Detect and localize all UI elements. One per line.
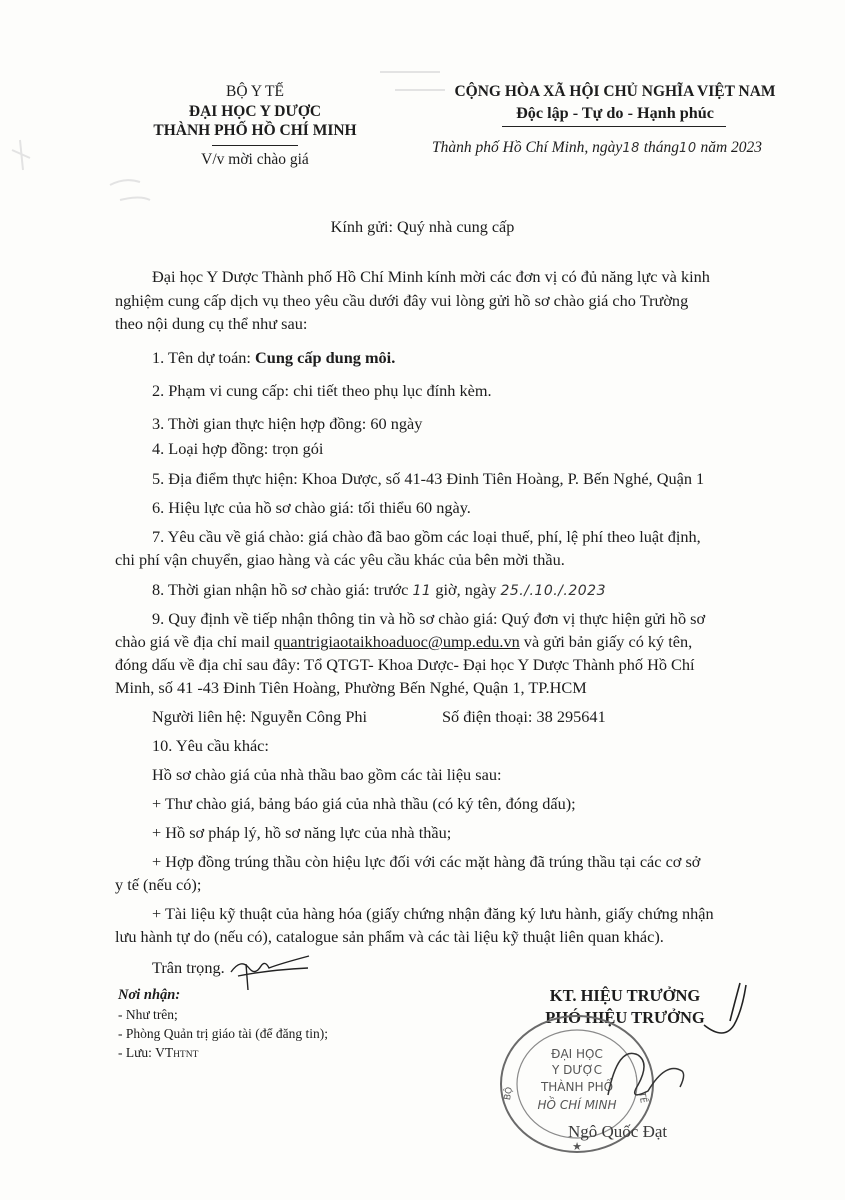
signature-scribble bbox=[600, 975, 760, 1105]
item-1-value: Cung cấp dung môi. bbox=[255, 348, 396, 367]
closing: Trân trọng. bbox=[152, 958, 225, 977]
contact-phone: Số điện thoại: 38 295641 bbox=[442, 707, 606, 726]
left-header-rule bbox=[212, 145, 298, 146]
requirement-4-line-2: lưu hành tự do (nếu có), catalogue sản phẩm và các tài liệu kỹ thuật liên quan khác). bbox=[115, 927, 664, 946]
national-motto: Độc lập - Tự do - Hạnh phúc bbox=[516, 104, 714, 122]
salutation: Kính gửi: Quý nhà cung cấp bbox=[330, 218, 515, 236]
intro-line-2: nghiệm cung cấp dịch vụ theo yêu cầu dưới đây vui lòng gửi hồ sơ chào giá cho Trường bbox=[115, 291, 689, 310]
item-8-prefix: 8. Thời gian nhận hồ sơ chào giá: trước bbox=[152, 580, 413, 599]
item-9-line-4: Minh, số 41 -43 Đinh Tiên Hoàng, Phường Bến Nghé, Quận 1, TP.HCM bbox=[115, 678, 587, 697]
date-month-label: tháng bbox=[643, 139, 680, 156]
university-name-line1: ĐẠI HỌC Y DƯỢC bbox=[188, 103, 322, 120]
recipient-3-sub: HTNT bbox=[173, 1050, 199, 1060]
country-name: CỘNG HÒA XÃ HỘI CHỦ NGHĨA VIỆT NAM bbox=[454, 83, 776, 100]
recipient-2: - Phòng Quản trị giáo tài (để đăng tin); bbox=[118, 1026, 328, 1041]
recipients-title: Nơi nhận: bbox=[118, 987, 181, 1003]
date-day: 18 bbox=[622, 141, 640, 156]
item-9-line-2-suffix: và gửi bản giấy có ký tên, bbox=[519, 632, 693, 651]
seal-line-1: ĐẠI HỌC bbox=[551, 1047, 603, 1061]
signatory-name: Ngô Quốc Đạt bbox=[568, 1122, 668, 1141]
item-1-label: 1. Tên dự toán: bbox=[152, 348, 256, 367]
item-5: 5. Địa điểm thực hiện: Khoa Dược, số 41-43 Đinh Tiên Hoàng, P. Bến Nghé, Quận 1 bbox=[152, 469, 705, 488]
item-9-line-1: 9. Quy định về tiếp nhận thông tin và hồ sơ chào giá: Quý đơn vị thực hiện gửi hồ sơ bbox=[152, 609, 706, 628]
item-1 bbox=[152, 347, 835, 369]
ministry-name: BỘ Y TẾ bbox=[226, 83, 284, 100]
item-2: 2. Phạm vi cung cấp: chi tiết theo phụ lục đính kèm. bbox=[152, 381, 492, 400]
requirement-2: + Hồ sơ pháp lý, hồ sơ năng lực của nhà thầu; bbox=[152, 823, 452, 842]
seal-line-3: THÀNH PHỐ bbox=[540, 1080, 614, 1094]
right-header-rule bbox=[502, 126, 726, 127]
seal-line-2: Y DƯỢC bbox=[551, 1063, 603, 1077]
signature-title-1: KT. HIỆU TRƯỞNG bbox=[549, 986, 701, 1005]
email-link[interactable]: quantrigiaotaikhoaduoc@ump.edu.vn bbox=[274, 632, 520, 651]
seal-side-left: BỘ bbox=[502, 1086, 516, 1102]
item-8-date: 25./.10./.2023 bbox=[500, 583, 606, 599]
item-7-line-2: chi phí vận chuyển, giao hàng và các yêu cầu khác của bên mời thầu. bbox=[115, 550, 565, 569]
item-9-line-2 bbox=[115, 631, 798, 653]
requirement-3-line-2: y tế (nếu có); bbox=[115, 875, 202, 894]
requirement-1: + Thư chào giá, bảng báo giá của nhà thầu (có ký tên, đóng dấu); bbox=[152, 794, 576, 813]
initials-scribble bbox=[226, 950, 316, 995]
seal-line-4: HỒ CHÍ MINH bbox=[537, 1098, 617, 1112]
item-4: 4. Loại hợp đồng: trọn gói bbox=[152, 439, 324, 458]
item-10: 10. Yêu cầu khác: bbox=[152, 736, 269, 755]
subject-line: V/v mời chào giá bbox=[201, 151, 309, 168]
contact-person: Người liên hệ: Nguyễn Công Phi bbox=[152, 707, 368, 726]
item-7-line-1: 7. Yêu cầu về giá chào: giá chào đã bao gồm các loại thuế, phí, lệ phí theo luật định, bbox=[152, 527, 701, 546]
university-name-line2: THÀNH PHỐ HỒ CHÍ MINH bbox=[153, 122, 357, 139]
intro-line-3: theo nội dung cụ thể như sau: bbox=[115, 314, 308, 333]
item-9-line-3: đóng dấu về địa chỉ sau đây: Tổ QTGT- Khoa Dược- Đại học Y Dược Thành phố Hồ Chí bbox=[115, 655, 695, 674]
document-date bbox=[432, 138, 812, 159]
requirement-3-line-1: + Hợp đồng trúng thầu còn hiệu lực đối với các mặt hàng đã trúng thầu tại các cơ sở bbox=[152, 852, 701, 871]
seal-star-icon: ★ bbox=[572, 1140, 582, 1153]
recipient-1: - Như trên; bbox=[118, 1007, 178, 1022]
item-8 bbox=[152, 579, 835, 602]
item-3: 3. Thời gian thực hiện hợp đồng: 60 ngày bbox=[152, 414, 423, 433]
item-8-hour: 11 bbox=[412, 583, 432, 599]
intro-line-1: Đại học Y Dược Thành phố Hồ Chí Minh kính mời các đơn vị có đủ năng lực và kinh bbox=[152, 267, 710, 286]
date-prefix: Thành phố Hồ Chí Minh, ngày bbox=[432, 139, 623, 156]
item-9-line-2-prefix: chào giá về địa chỉ mail bbox=[115, 632, 275, 651]
seal-side-right: TẾ bbox=[636, 1091, 648, 1105]
date-month: 10 bbox=[679, 141, 697, 156]
item-10-intro: Hồ sơ chào giá của nhà thầu bao gồm các tài liệu sau: bbox=[152, 765, 502, 784]
date-year: năm 2023 bbox=[700, 139, 763, 156]
item-6: 6. Hiệu lực của hồ sơ chào giá: tối thiểu 60 ngày. bbox=[152, 498, 471, 517]
recipient-3-text: - Lưu: VT bbox=[118, 1045, 174, 1060]
item-8-mid: giờ, ngày bbox=[431, 580, 501, 599]
requirement-4-line-1: + Tài liệu kỹ thuật của hàng hóa (giấy chứng nhận đăng ký lưu hành, giấy chứng nhận bbox=[152, 904, 714, 923]
signature-title-2: PHÓ HIỆU TRƯỞNG bbox=[545, 1008, 705, 1027]
recipient-3 bbox=[118, 1044, 198, 1064]
